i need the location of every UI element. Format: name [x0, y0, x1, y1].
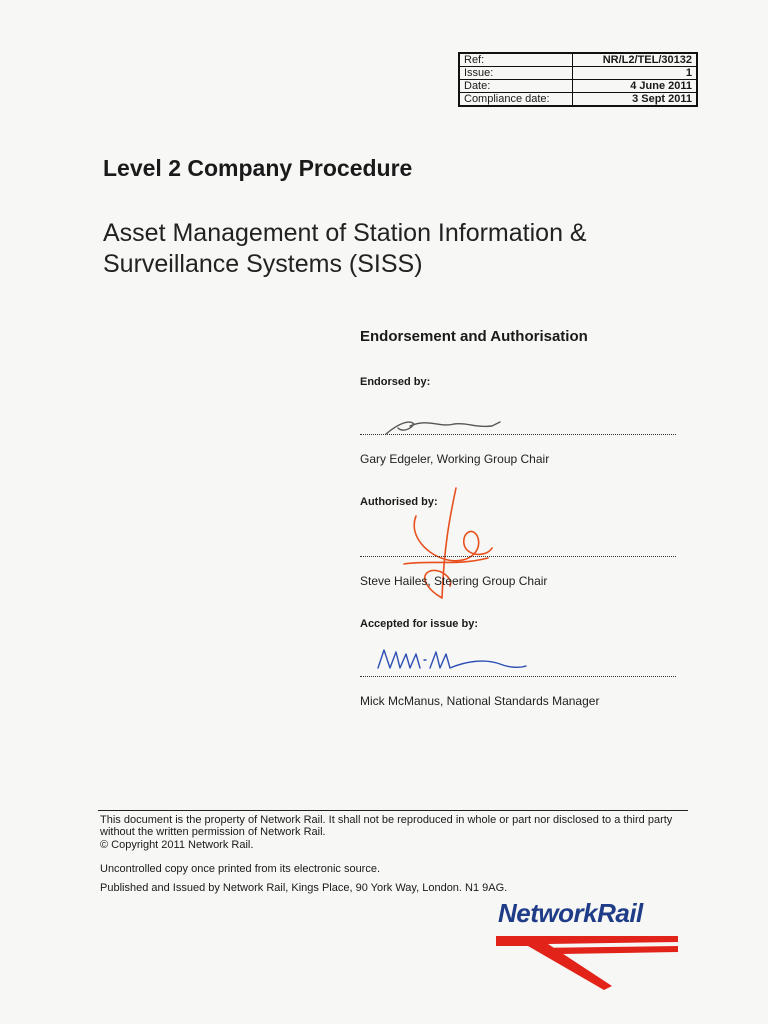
- date-row: [459, 80, 697, 93]
- authoriser-signature-line: [360, 556, 676, 557]
- date-label: Date:: [459, 80, 573, 93]
- published-by-notice: Published and Issued by Network Rail, Kings Place, 90 York Way, London. N1 9AG.: [100, 882, 508, 894]
- authorised-by-label: Authorised by:: [360, 496, 438, 508]
- issue-label: Issue:: [459, 67, 573, 80]
- endorser-signature-line: [360, 434, 676, 435]
- logo-arrow-icon: [492, 930, 688, 998]
- endorsed-by-label: Endorsed by:: [360, 376, 431, 388]
- compliance-label: Compliance date:: [459, 93, 573, 107]
- compliance-row: [459, 93, 697, 107]
- acceptor-signature: [374, 646, 530, 674]
- issue-value: 1: [573, 67, 698, 80]
- date-value: 4 June 2011: [573, 80, 698, 93]
- issue-row: [459, 67, 697, 80]
- network-rail-logo: [492, 898, 688, 998]
- property-notice: This document is the property of Network Rail. It shall not be reproduced in whole or part nor disclosed to a third party without the written permission of Network Rail.: [100, 814, 673, 838]
- endorser-name: Gary Edgeler, Working Group Chair: [360, 452, 550, 466]
- reference-table: [458, 52, 698, 107]
- ref-value: NR/L2/TEL/30132: [573, 53, 698, 67]
- document-title: Asset Management of Station Information & Surveillance Systems (SISS): [103, 219, 587, 278]
- copyright-notice: © Copyright 2011 Network Rail.: [100, 839, 254, 851]
- acceptor-signature-line: [360, 676, 676, 677]
- acceptor-name: Mick McManus, National Standards Manager: [360, 694, 600, 708]
- compliance-value: 3 Sept 2011: [573, 93, 698, 107]
- endorsement-section-title: Endorsement and Authorisation: [360, 328, 588, 345]
- uncontrolled-copy-notice: Uncontrolled copy once printed from its electronic source.: [100, 863, 381, 875]
- ref-label: Ref:: [459, 53, 573, 67]
- ref-row: [459, 53, 697, 67]
- document-heading: Level 2 Company Procedure: [103, 155, 413, 181]
- endorser-signature: [380, 414, 510, 440]
- logo-wordmark: NetworkRail: [498, 898, 643, 928]
- footer-divider: [98, 810, 688, 811]
- accepted-by-label: Accepted for issue by:: [360, 618, 478, 630]
- authoriser-name: Steve Hailes, Steering Group Chair: [360, 574, 548, 588]
- authoriser-signature: [398, 486, 498, 610]
